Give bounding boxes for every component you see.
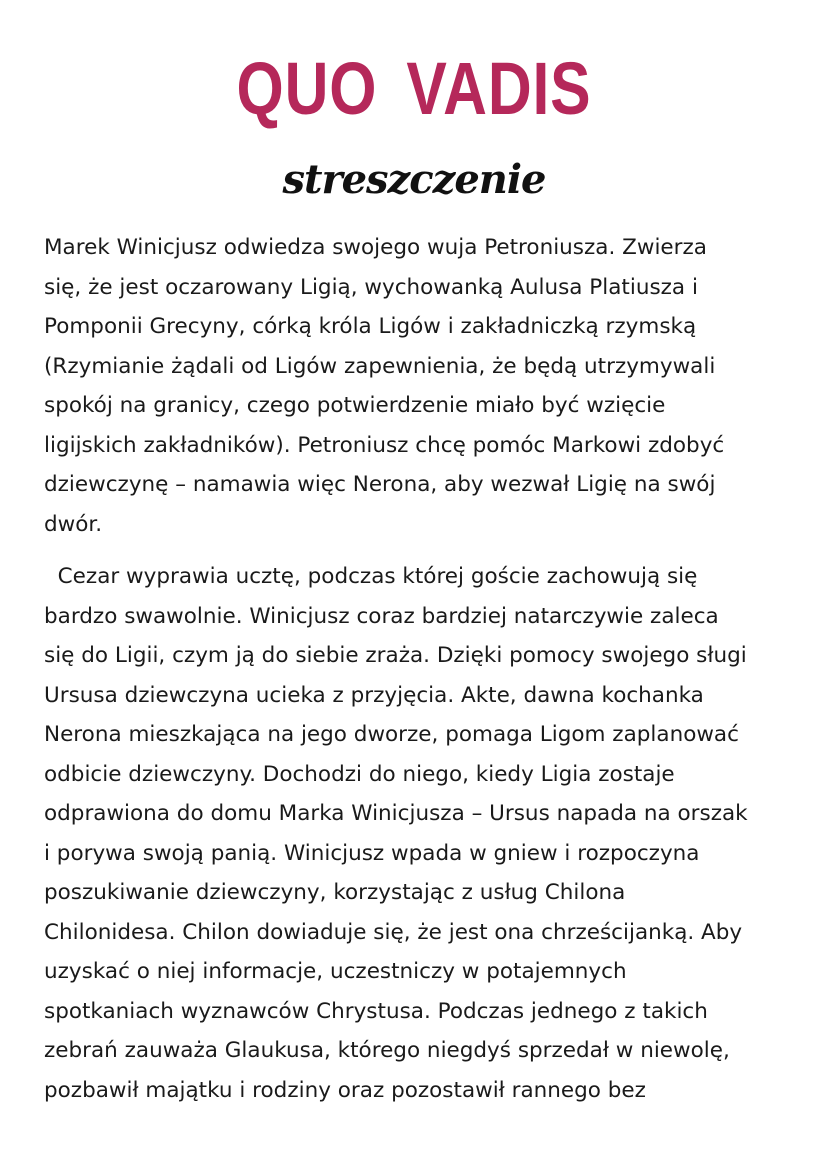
text-line: Chilonidesa. Chilon dowiaduje się, że jest ona chrześcijanką. Aby bbox=[44, 919, 743, 945]
text-line: bardzo swawolnie. Winicjusz coraz bardziej natarczywie zaleca bbox=[44, 603, 719, 629]
text-line: pozbawił majątku i rodziny oraz pozostawił rannego bez bbox=[44, 1077, 646, 1103]
text-line: Ursusa dziewczyna ucieka z przyjęcia. Akte, dawna kochanka bbox=[44, 682, 704, 708]
text-line: odprawiona do domu Marka Winicjusza – Ursus napada na orszak bbox=[44, 801, 748, 826]
text-line: uzyskać o niej informacje, uczestniczy w potajemnych bbox=[44, 959, 627, 984]
text-line: zebrań zauważa Glaukusa, którego niegdyś sprzedał w niewolę, bbox=[44, 1038, 730, 1063]
text-line: i porywa swoją panią. Winicjusz wpada w gniew i rozpoczyna bbox=[44, 840, 700, 866]
text-line: dziewczynę – namawia więc Nerona, aby wezwał Ligię na swój bbox=[44, 472, 716, 497]
paragraph-1 bbox=[44, 228, 794, 544]
text-line: Cezar wyprawia ucztę, podczas której goście zachowują się bbox=[44, 564, 698, 589]
text-line: się do Ligii, czym ją do siebie zraża. Dzięki pomocy swojego sługi bbox=[44, 643, 747, 668]
summary-text bbox=[44, 228, 794, 1110]
paragraph-2 bbox=[44, 557, 794, 1110]
text-line: (Rzymianie żądali od Ligów zapewnienia, że będą utrzymywali bbox=[44, 353, 716, 379]
text-line: spokój na granicy, czego potwierdzenie miało być wzięcie bbox=[44, 393, 666, 418]
text-line: poszukiwanie dziewczyny, korzystając z usług Chilona bbox=[44, 880, 626, 905]
text-line: się, że jest oczarowany Ligią, wychowanką Aulusa Platiusza i bbox=[44, 274, 698, 300]
page-subtitle: streszczenie bbox=[282, 156, 546, 203]
text-line: ligijskich zakładników). Petroniusz chcę pomóc Markowi zdobyć bbox=[44, 432, 725, 458]
text-line: Marek Winicjusz odwiedza swojego wuja Petroniusza. Zwierza bbox=[44, 235, 707, 260]
text-line: odbicie dziewczyny. Dochodzi do niego, kiedy Ligia zostaje bbox=[44, 761, 675, 787]
page-title: QUO VADIS bbox=[236, 47, 592, 130]
text-line: Pomponii Grecyny, córką króla Ligów i zakładniczką rzymską bbox=[44, 314, 697, 339]
text-line: dwór. bbox=[44, 511, 103, 537]
text-line: Nerona mieszkająca na jego dworze, pomaga Ligom zaplanować bbox=[44, 722, 739, 747]
text-line: spotkaniach wyznawców Chrystusa. Podczas jednego z takich bbox=[44, 998, 708, 1024]
